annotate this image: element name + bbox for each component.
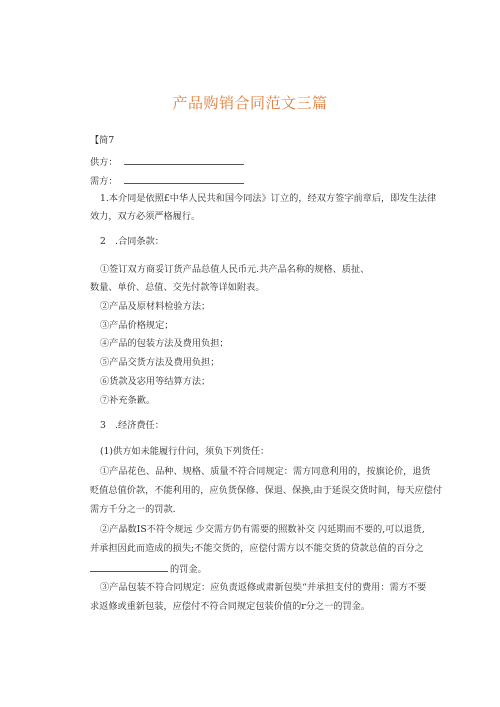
supplier-line	[90, 155, 420, 169]
c2-item5: ⑤产品交货方法及费用负担；	[100, 357, 220, 368]
c3-p3-line1: ③产品包装不符合同规定：应负责返修或肃新包奘“并承担支付的费用：需方不要	[100, 582, 427, 593]
para1-line1: 1.本介同是依照£中华人民共和国今同法》订立的，经双方签字前章后，即发生法律	[100, 193, 437, 204]
c3-p1-line2: 贬值总值价款，不能利用的，应负货保修、保退、保换,由于延误交货时间，每天应偿付	[90, 485, 443, 496]
c2-item3: ③产品价格规定；	[100, 320, 174, 331]
clause3-heading: 3 .经济费任：	[100, 420, 164, 431]
buyer-label: 需方：	[90, 176, 118, 187]
clause2-heading: 2 .合同条款：	[100, 236, 164, 247]
c3-p3-line2: 求返修或重新包装，应偿付不符合同规定包装价值的r分之一的罚金。	[90, 601, 371, 612]
c3-p2-line3	[90, 562, 420, 576]
para1-line2: 效力，双方必须严格履行。	[90, 211, 201, 222]
c3-p2-line3-text: 的罚金。	[170, 564, 207, 575]
document-title: 产品购销合同范文三篇	[172, 94, 328, 112]
c3-p2-line2: 并承担因此而造成的损失;不能交货的，应偿付需方以不能交货的贷款总值的百分之	[90, 543, 424, 554]
c3-p2-line1: ②产晶数IS不符令规远 少交需方仍有需要的照数补交 闪延期而不要的,可以退货,	[100, 524, 425, 535]
supplier-blank	[124, 155, 244, 165]
c3-p1-line1: ①产品花色、品种、规格、质量不符合同规定：需方同意利用的，按旗论价，退货	[100, 466, 431, 477]
buyer-line	[90, 174, 420, 188]
c2-item7: ⑦补充条歉。	[100, 395, 156, 406]
buyer-blank	[124, 174, 244, 184]
c2-item6: ⑥货款及宓用等结算方法；	[100, 376, 211, 387]
c3-sub1: (1)供方如未能履行什问，须负下列货任：	[100, 446, 270, 457]
c3-p1-line3: 需方千分之一的罚款.	[90, 504, 176, 515]
section-header: 【简7	[90, 135, 115, 146]
c2-item4: ④产品的包装方法及费用负担；	[100, 338, 229, 349]
c2-line1: ①签订双方商妥订货产品总值人民币元.共产品名称的规格、质扯、	[100, 264, 370, 275]
penalty-percent-blank	[90, 562, 168, 572]
supplier-label: 供方：	[90, 157, 118, 168]
c2-line2: 数量、单价、总值、交先付款等详如附表。	[90, 282, 265, 293]
c2-item2: ②产品及原材料检验方法；	[100, 301, 211, 312]
